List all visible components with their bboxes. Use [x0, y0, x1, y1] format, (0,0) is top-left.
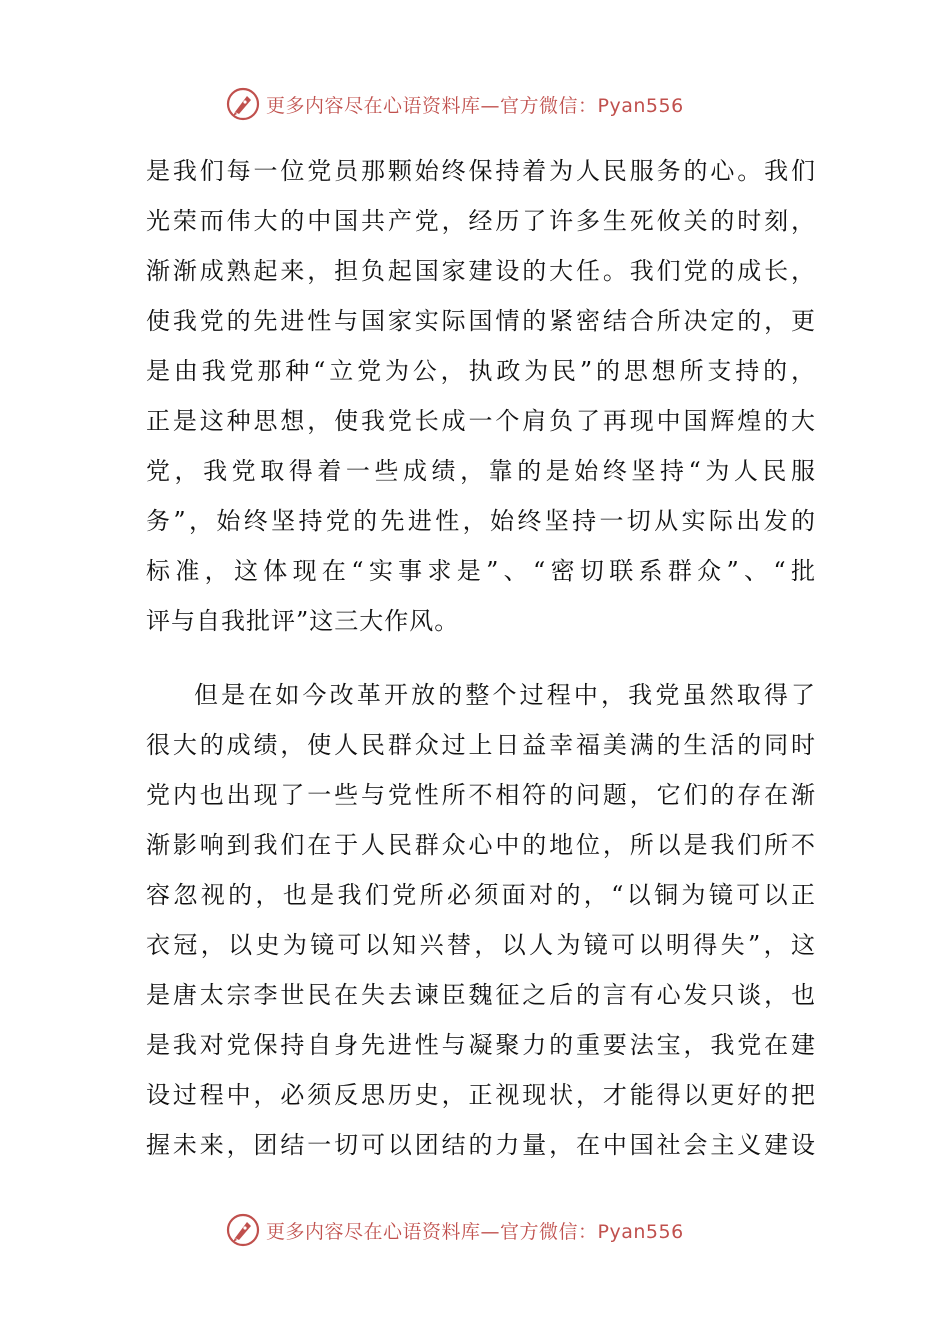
- paragraph-gap: [146, 646, 816, 670]
- text-line: 使我党的先进性与国家实际国情的紧密结合所决定的，更: [146, 307, 816, 335]
- text-line: 标准，这体现在“实事求是”、“密切联系群众”、“批: [146, 557, 816, 585]
- text-line: 是由我党那种“立党为公，执政为民”的思想所支持的，: [146, 357, 816, 385]
- text-line: 渐渐成熟起来，担负起国家建设的大任。我们党的成长，: [146, 257, 816, 285]
- text-line: 正是这种思想，使我党长成一个肩负了再现中国辉煌的大: [146, 407, 816, 435]
- paragraph-2: [146, 670, 816, 1170]
- text-line: 容忽视的，也是我们党所必须面对的，“以铜为镜可以正: [146, 881, 816, 909]
- text-line: 党，我党取得着一些成绩，靠的是始终坚持“为人民服: [146, 457, 816, 485]
- text-line: 渐影响到我们在于人民群众心中的地位，所以是我们所不: [146, 831, 816, 859]
- text-line: 设过程中，必须反思历史，正视现状，才能得以更好的把: [146, 1081, 816, 1109]
- header-banner: [226, 82, 684, 126]
- document-body: [146, 146, 816, 1170]
- text-line: 握未来，团结一切可以团结的力量，在中国社会主义建设: [146, 1131, 816, 1159]
- text-line: 是我们每一位党员那颗始终保持着为人民服务的心。我们: [146, 157, 816, 185]
- text-line: 衣冠，以史为镜可以知兴替，以人为镜可以明得失”，这: [146, 931, 816, 959]
- text-line: 是唐太宗李世民在失去谏臣魏征之后的言有心发只谈，也: [146, 981, 816, 1009]
- text-line: 务”，始终坚持党的先进性，始终坚持一切从实际出发的: [146, 507, 816, 535]
- paragraph-1: [146, 146, 816, 646]
- pen-nib-logo-icon: [226, 87, 260, 121]
- text-line: 但是在如今改革开放的整个过程中，我党虽然取得了: [194, 681, 816, 709]
- text-line: 光荣而伟大的中国共产党，经历了许多生死攸关的时刻，: [146, 207, 816, 235]
- text-line: 评与自我批评”这三大作风。: [146, 607, 460, 635]
- text-line: 很大的成绩，使人民群众过上日益幸福美满的生活的同时: [146, 731, 816, 759]
- footer-banner-text: 更多内容尽在心语资料库—官方微信：Pyan556: [266, 1220, 684, 1243]
- footer-banner: [226, 1208, 684, 1252]
- text-line: 是我对党保持自身先进性与凝聚力的重要法宝，我党在建: [146, 1031, 816, 1059]
- text-line: 党内也出现了一些与党性所不相符的问题，它们的存在渐: [146, 781, 816, 809]
- pen-nib-logo-icon: [226, 1213, 260, 1247]
- header-banner-text: 更多内容尽在心语资料库—官方微信：Pyan556: [266, 94, 684, 117]
